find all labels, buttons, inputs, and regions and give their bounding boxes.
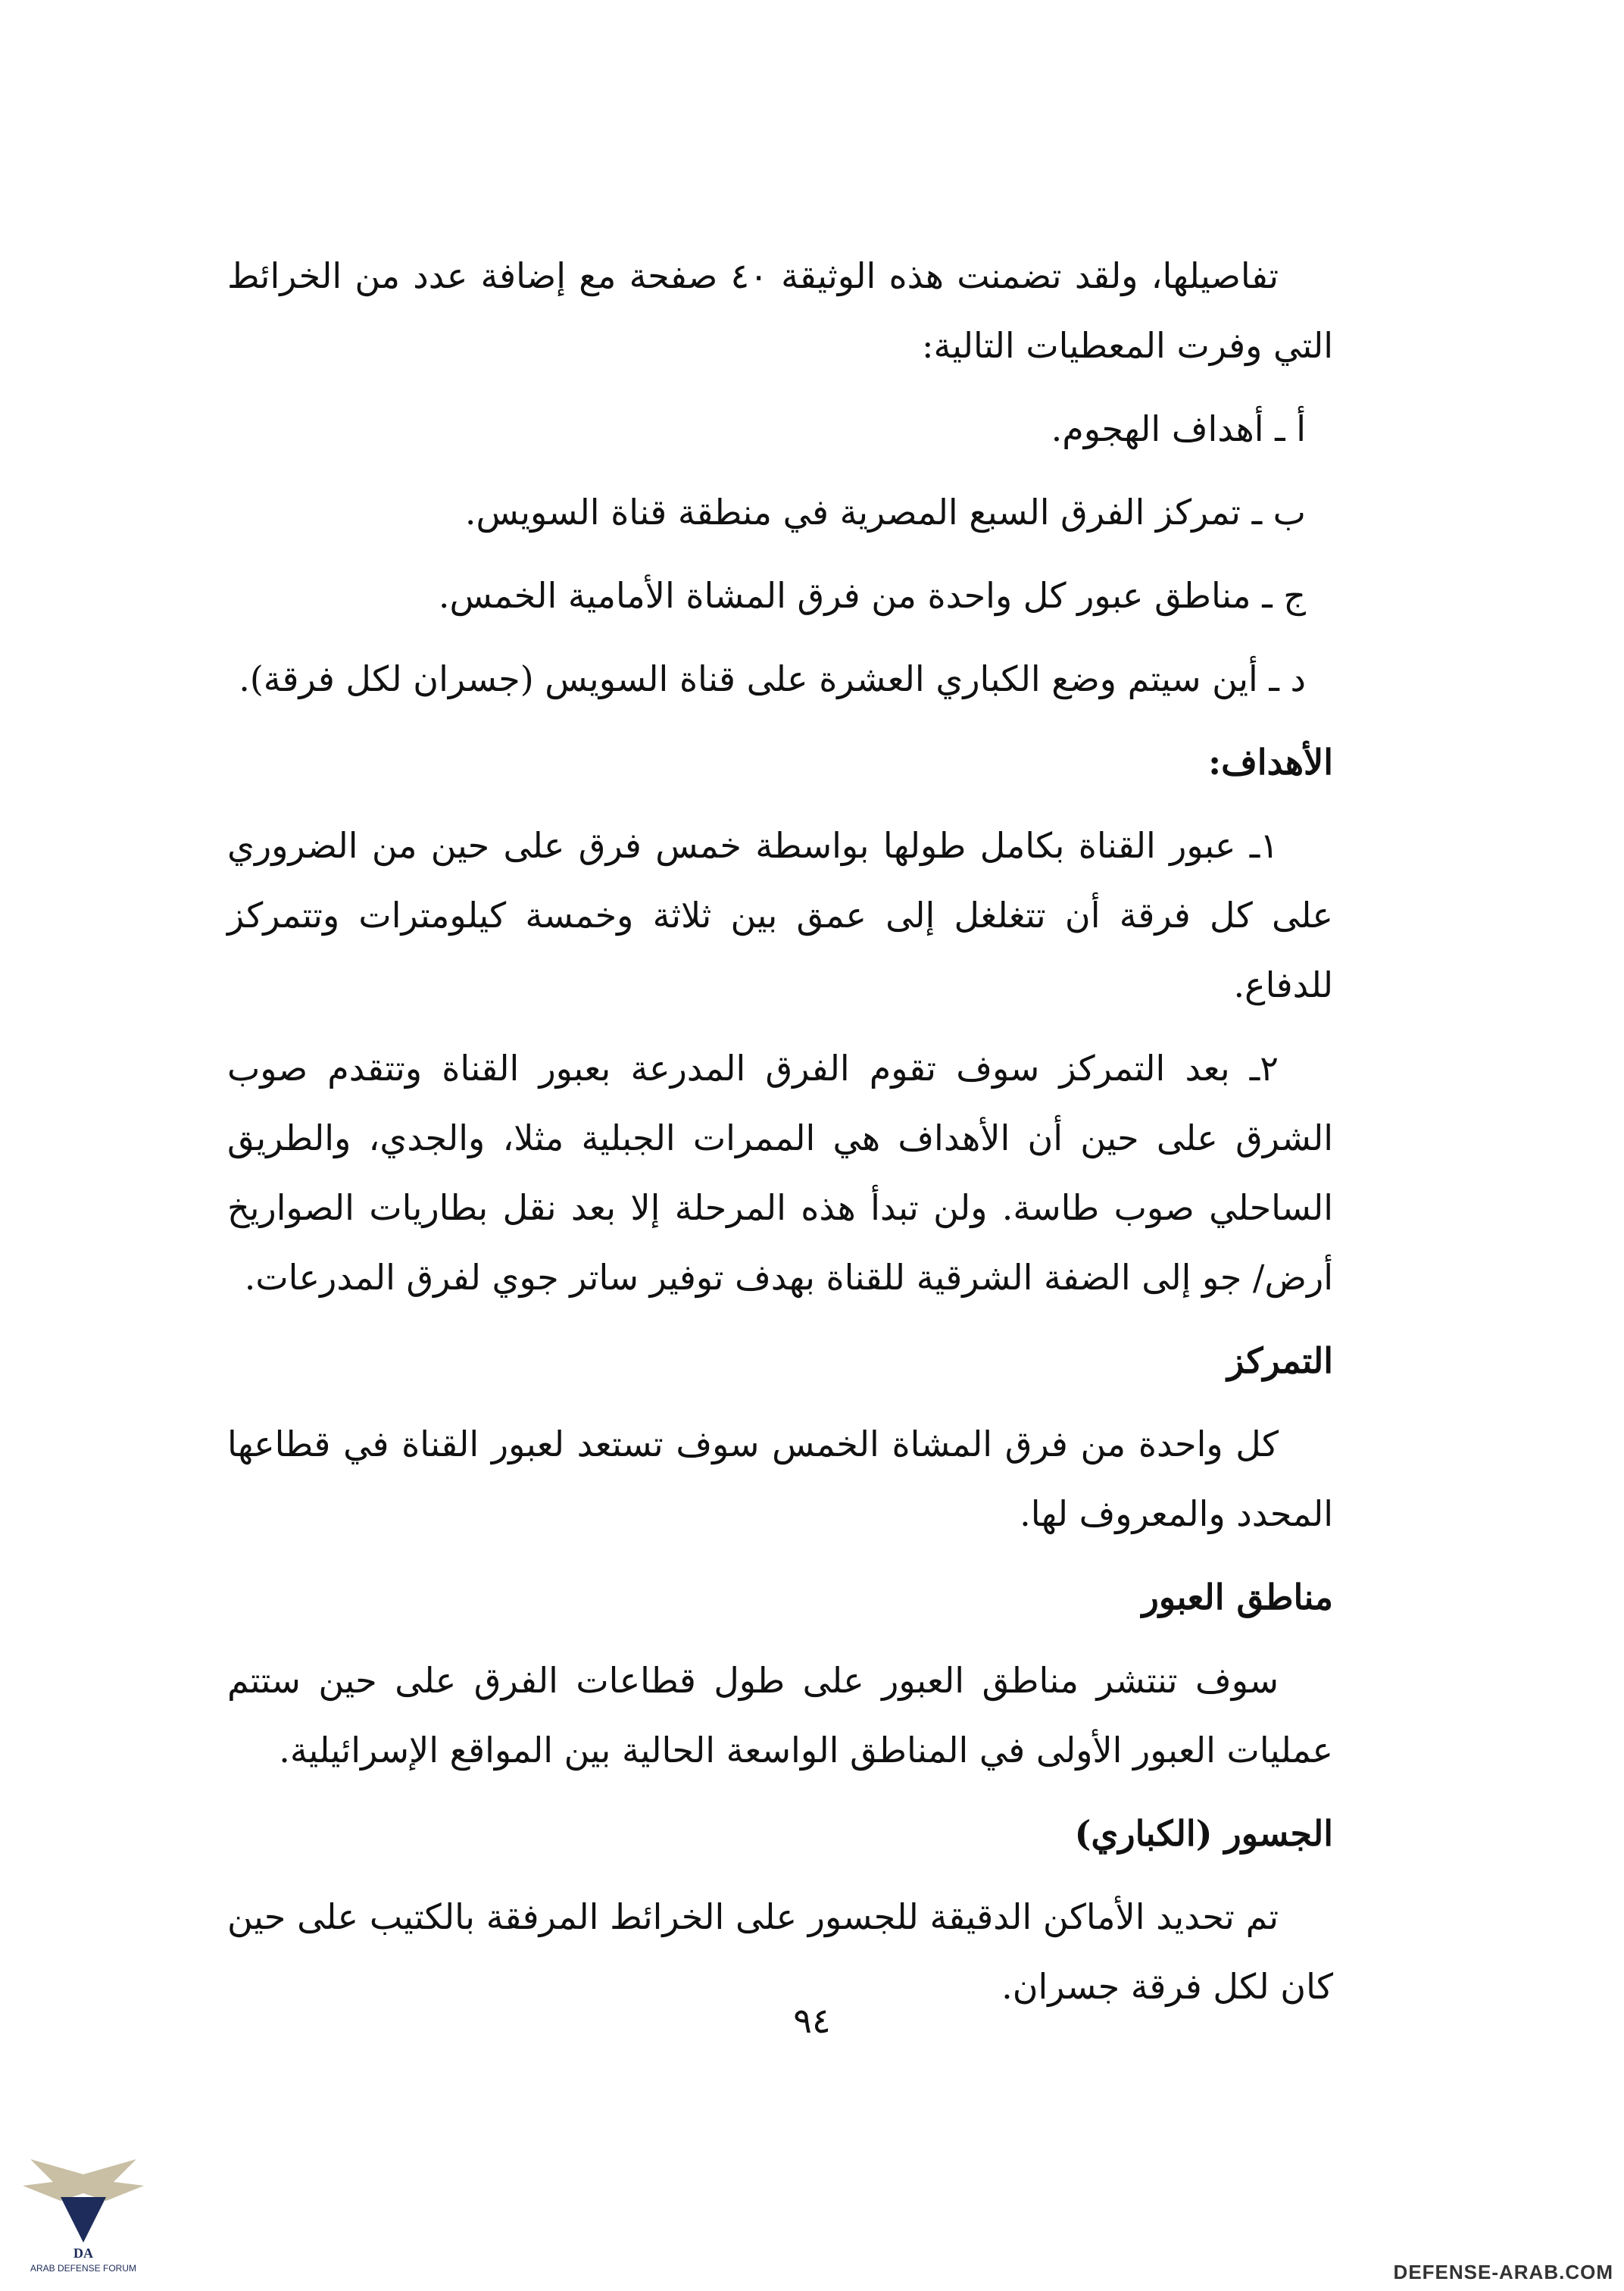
page-number: ٩٤	[793, 2000, 831, 2041]
page-body	[227, 241, 1333, 2035]
list-item: ج ـ مناطق عبور كل واحدة من فرق المشاة الأمامية الخمس.	[438, 575, 1306, 616]
logo-text: ARAB DEFENSE FORUM	[30, 2263, 137, 2274]
forum-logo-icon	[8, 2129, 159, 2288]
list-item: أ ـ أهداف الهجوم.	[1051, 408, 1306, 449]
paragraph: ٢ـ بعد التمركز سوف تقوم الفرق المدرعة بعبور القناة وتتقدم صوب الشرق على حين أن الأهداف هي الممرات الجبلية مثلا، والجدي، والطريق الساحلي صوب طاسة. ولن تبدأ هذه المرحلة إلا بعد نقل بطاريات الصواريخ أرض/ جو إلى الضفة الشرقية للقناة بهدف توفير ساتر جوي لفرق المدرعات.	[227, 1048, 1333, 1298]
paragraph: تم تحديد الأماكن الدقيقة للجسور على الخرائط المرفقة بالكتيب على حين كان لكل فرقة جسران.	[227, 1896, 1333, 2007]
paragraph: كل واحدة من فرق المشاة الخمس سوف تستعد لعبور القناة في قطاعها المحدد والمعروف لها.	[227, 1424, 1333, 1534]
list-item: د ـ أين سيتم وضع الكباري العشرة على قناة السويس (جسران لكل فرقة).	[239, 658, 1306, 699]
paragraph: ١ـ عبور القناة بكامل طولها بواسطة خمس فرق على حين من الضروري على كل فرقة أن تتغلغل إلى عمق بين ثلاثة وخمسة كيلومترات وتتمركز للدفاع.	[227, 825, 1333, 1005]
logo-initials: DA	[73, 2246, 93, 2261]
section-heading-bridges: الجسور (الكباري)	[1074, 1813, 1333, 1854]
list-item: ب ـ تمركز الفرق السبع المصرية في منطقة قناة السويس.	[464, 492, 1306, 533]
intro-paragraph: تفاصيلها، ولقد تضمنت هذه الوثيقة ٤٠ صفحة مع إضافة عدد من الخرائط التي وفرت المعطيات التالية:	[227, 255, 1333, 366]
section-heading-crossing-areas: مناطق العبور	[1141, 1577, 1333, 1617]
section-heading-deployment: التمركز	[1227, 1340, 1333, 1381]
paragraph: سوف تنتشر مناطق العبور على طول قطاعات الفرق على حين ستتم عمليات العبور الأولى في المناطق الواسعة الحالية بين المواقع الإسرائيلية.	[227, 1660, 1333, 1771]
site-watermark: DEFENSE-ARAB.COM	[1393, 2261, 1613, 2283]
section-heading-objectives: الأهداف:	[1208, 742, 1333, 783]
